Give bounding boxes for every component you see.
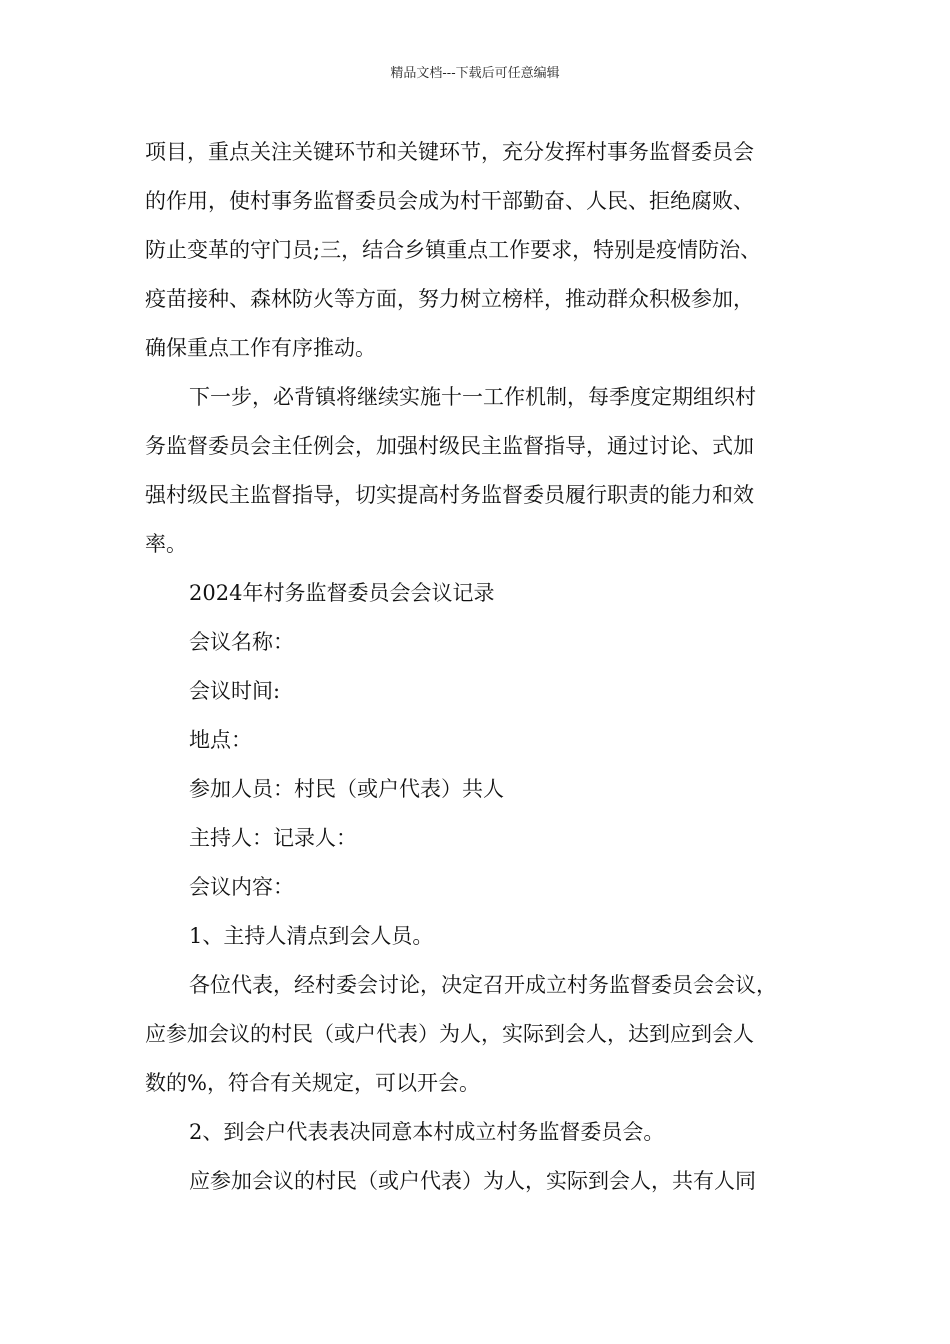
text-line: 应参加会议的村民（或户代表）为人，实际到会人，共有人同 — [189, 1169, 756, 1193]
text-line: 1、主持人清点到会人员。 — [189, 924, 434, 948]
text-line: 项目，重点关注关键环节和关键环节，充分发挥村事务监督委员会 — [145, 140, 754, 164]
section-title: 2024年村务监督委员会会议记录 — [189, 581, 495, 605]
page-header: 精品文档---下载后可任意编辑 — [390, 66, 560, 81]
meeting-time-field: 会议时间: — [189, 679, 281, 703]
text-line: 确保重点工作有序推动。 — [145, 336, 376, 360]
location-field: 地点： — [189, 728, 252, 752]
text-line: 下一步，必背镇将继续实施十一工作机制，每季度定期组织村 — [189, 385, 756, 409]
text-line: 疫苗接种、森林防火等方面，努力树立榜样，推动群众积极参加， — [145, 287, 754, 311]
text-line: 2、到会户代表表决同意本村成立村务监督委员会。 — [189, 1120, 665, 1144]
host-recorder-field: 主持人：记录人： — [189, 826, 357, 850]
text-line: 各位代表，经村委会讨论，决定召开成立村务监督委员会会议， — [189, 973, 777, 997]
attendees-field: 参加人员：村民（或户代表）共人 — [189, 777, 504, 801]
text-line: 务监督委员会主任例会，加强村级民主监督指导，通过讨论、式加 — [145, 434, 754, 458]
meeting-name-field: 会议名称： — [189, 630, 294, 654]
text-line: 强村级民主监督指导，切实提高村务监督委员履行职责的能力和效 — [145, 483, 754, 507]
text-line: 率。 — [145, 532, 187, 556]
text-line: 的作用，使村事务监督委员会成为村干部勤奋、人民、拒绝腐败、 — [145, 189, 754, 213]
text-line: 应参加会议的村民（或户代表）为人，实际到会人，达到应到会人 — [145, 1022, 754, 1046]
text-line: 数的%，符合有关规定，可以开会。 — [145, 1071, 480, 1095]
text-line: 防止变革的守门员;三，结合乡镇重点工作要求，特别是疫情防治、 — [145, 238, 762, 262]
document-body — [145, 128, 810, 1206]
meeting-content-label: 会议内容： — [189, 875, 294, 899]
